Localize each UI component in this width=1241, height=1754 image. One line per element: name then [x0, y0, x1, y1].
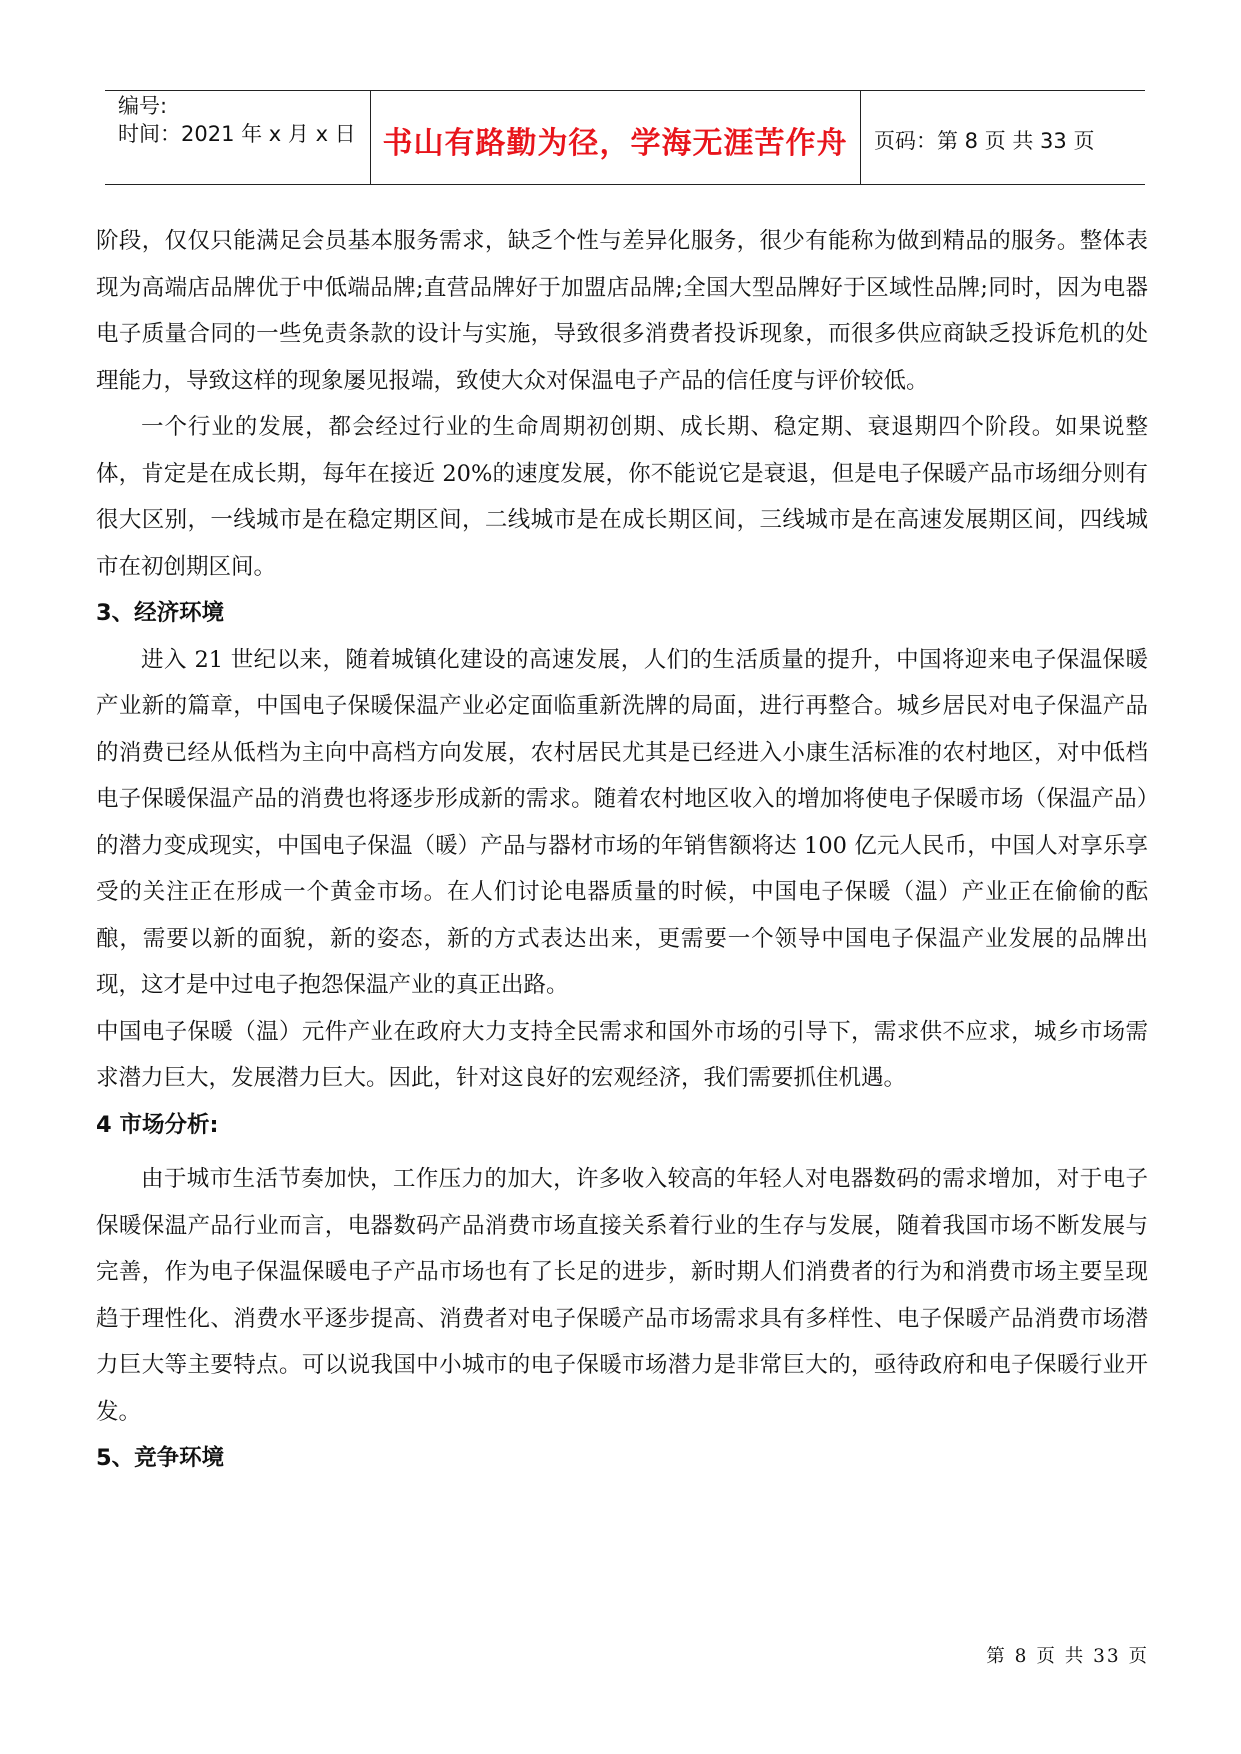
paragraph: 阶段，仅仅只能满足会员基本服务需求，缺乏个性与差异化服务，很少有能称为做到精品的服务。整体表现为高端店品牌优于中低端品牌;直营品牌好于加盟店品牌;全国大型品牌好于区域性品牌;同时，因为电器电子质量合同的一些免责条款的设计与实施，导致很多消费者投诉现象，而很多供应商缺乏投诉危机的处理能力，导致这样的现象屡见报端，致使大众对保温电子产品的信任度与评价较低。 [96, 228, 1148, 394]
paragraph: 由于城市生活节奏加快，工作压力的加大，许多收入较高的年轻人对电器数码的需求增加，对于电子保暖保温产品行业而言，电器数码产品消费市场直接关系着行业的生存与发展，随着我国市场不断发展与完善，作为电子保温保暖电子产品市场也有了长足的进步，新时期人们消费者的行为和消费市场主要呈现趋于理性化、消费水平逐步提高、消费者对电子保暖产品市场需求具有多样性、电子保暖产品消费市场潜力巨大等主要特点。可以说我国中小城市的电子保暖市场潜力是非常巨大的，亟待政府和电子保暖行业开发。 [96, 1166, 1148, 1425]
section-heading: 3、经济环境 [96, 600, 225, 626]
paragraph: 一个行业的发展，都会经过行业的生命周期初创期、成长期、稳定期、衰退期四个阶段。如果说整体，肯定是在成长期，每年在接近 20%的速度发展，你不能说它是衰退，但是电子保暖产品市场细分则有很大区别，一线城市是在稳定期区间，二线城市是在成长期区间，三线城市是在高速发展期区间，四线城市在初创期区间。 [96, 414, 1148, 580]
header-meta [118, 92, 356, 148]
header-top-rule [105, 90, 1145, 91]
header-time-label: 时间：2021 年 x 月 x 日 [118, 122, 356, 146]
section-heading: 5、竞争环境 [96, 1445, 225, 1471]
header-divider-right [860, 90, 861, 184]
paragraph: 中国电子保暖（温）元件产业在政府大力支持全民需求和国外市场的引导下，需求供不应求，城乡市场需求潜力巨大，发展潜力巨大。因此，针对这良好的宏观经济，我们需要抓住机遇。 [96, 1018, 1148, 1091]
header-bottom-rule [105, 184, 1145, 185]
header-number-label: 编号: [118, 94, 168, 118]
paragraph: 进入 21 世纪以来，随着城镇化建设的高速发展，人们的生活质量的提升，中国将迎来电子保温保暖产业新的篇章，中国电子保暖保温产业必定面临重新洗牌的局面，进行再整合。城乡居民对电子保温产品的消费已经从低档为主向中高档方向发展，农村居民尤其是已经进入小康生活标准的农村地区，对中低档电子保暖保温产品的消费也将逐步形成新的需求。随着农村地区收入的增加将使电子保暖市场（保温产品）的潜力变成现实，中国电子保温（暖）产品与器材市场的年销售额将达 100 亿元人民币，中国人对享乐享受的关注正在形成一个黄金市场。在人们讨论电器质量的时候，中国电子保暖（温）产业正在偷偷的酝酿，需要以新的面貌，新的姿态，新的方式表达出来，更需要一个领导中国电子保温产业发展的品牌出现，这才是中过电子抱怨保温产业的真正出路。 [96, 646, 1148, 998]
page-footer: 第 8 页 共 33 页 [986, 1646, 1149, 1667]
header-motto: 书山有路勤为径，学海无涯苦作舟 [382, 126, 848, 161]
document-body [96, 218, 1148, 1482]
header-page-info: 页码：第 8 页 共 33 页 [874, 129, 1095, 153]
section-heading: 4 市场分析: [96, 1111, 219, 1138]
